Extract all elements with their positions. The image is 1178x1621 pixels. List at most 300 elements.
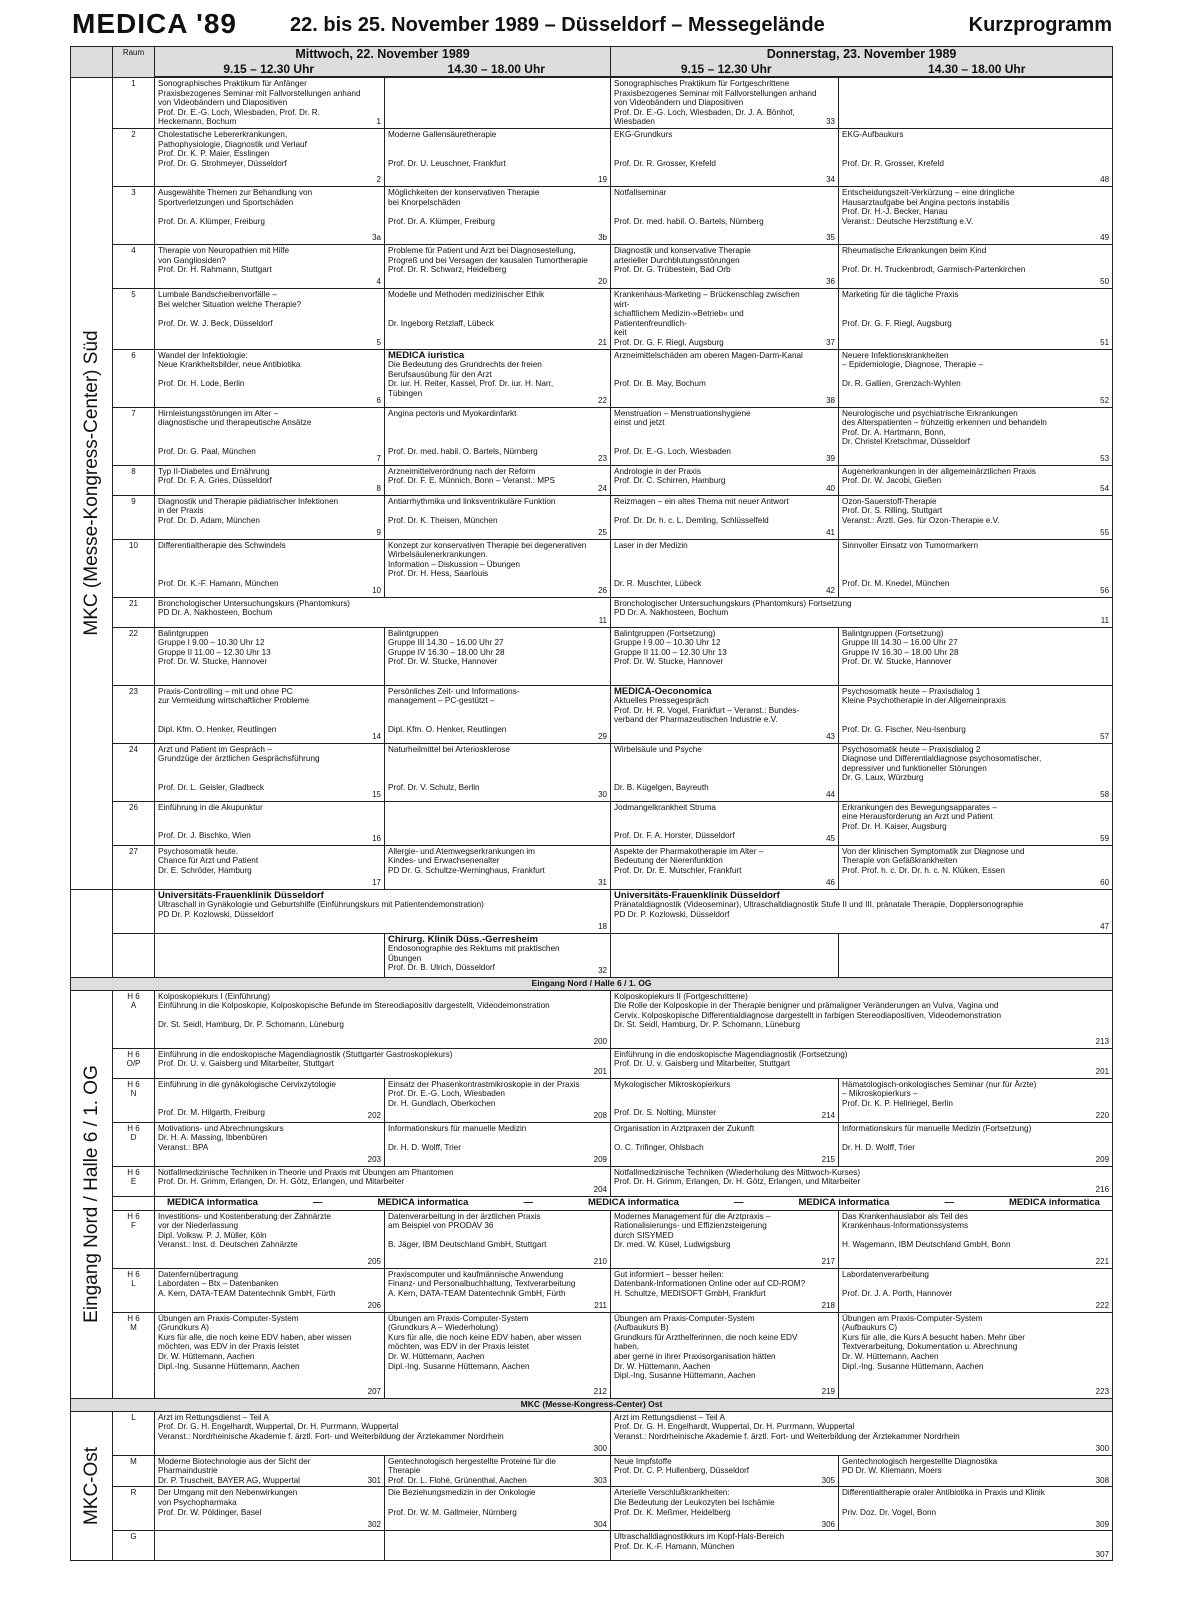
session-cell: [155, 244, 385, 288]
raum-header: Raum: [113, 47, 155, 78]
table-row: [71, 933, 1113, 977]
session-cell: [611, 78, 839, 129]
session-number: 45: [826, 833, 836, 843]
session-text: Arzt und Patient im Gespräch – Grundzüge der ärztlichen Gesprächsführung Prof. Dr. L. Geisler, Gladbeck: [158, 744, 320, 792]
section-spacer: [71, 889, 113, 977]
day-header-row: [71, 47, 1113, 77]
room-cell: H 6 D: [113, 1122, 155, 1166]
session-cell: [839, 1487, 1113, 1531]
room-cell: 2: [113, 128, 155, 186]
session-number: 51: [1100, 337, 1110, 347]
session-cell: [839, 1455, 1113, 1487]
room-cell: 27: [113, 845, 155, 889]
session-text: Probleme für Patient und Arzt bei Diagnosestellung, Progreß und bei Versagen der kausalen Tumortherapie Prof. Dr. R. Schwarz, Heidelberg: [388, 245, 588, 275]
session-text: Notfallseminar Prof. Dr. med. habil. O. Bartels, Nürnberg: [614, 187, 764, 226]
session-number: 20: [598, 277, 608, 287]
session-number: 30: [598, 789, 608, 799]
session-heading: Universitäts-Frauenklinik Düsseldorf: [158, 889, 324, 901]
session-text: Modernes Management für die Arztpraxis – Rationalisierungs- und Effizienzsteigerung durch SISYMED Dr. med. W. Küsel, Ludwigsburg: [614, 1211, 771, 1250]
session-text: Cholestatische Lebererkrankungen, Pathophysiologie, Diagnostik und Verlauf Prof. Dr. K. P. Maier, Esslingen Prof. Dr. G. Strohmeyer, Düsseldorf: [158, 129, 307, 168]
session-cell: [839, 1078, 1113, 1122]
section-label-text: MKC-Ost: [80, 1446, 102, 1525]
session-number: 309: [1095, 1519, 1110, 1529]
session-text: Allergie- und Atemwegserkrankungen im Kindes- und Erwachsenenalter PD Dr. G. Schultze-Werninghaus, Frankfurt: [388, 846, 545, 875]
table-row: [71, 1312, 1113, 1398]
session-text: Aktuelles Pressegespräch Prof. Dr. H. R. Vogel, Frankfurt – Veranst.: Bundes- verband der Pharmazeutischen Industrie e.V.: [614, 696, 800, 725]
session-cell: [385, 1210, 611, 1268]
session-text: Endosonographie des Rektums mit praktischen Übungen Prof. Dr. B. Ulrich, Düsseldorf: [388, 944, 560, 973]
table-row: [71, 627, 1113, 685]
session-number: 48: [1100, 175, 1110, 185]
session-number: 25: [598, 527, 608, 537]
session-text: Kolposkopiekurs I (Einführung) Einführung in die Kolposkopie, Kolposkopische Befunde im Stereodiapositiv dargestellt, Videodemonstration Dr. St. Seidl, Hamburg, Dr. P. Schomann, Lüneburg: [158, 991, 550, 1030]
session-cell: [839, 495, 1113, 539]
session-cell: [611, 128, 839, 186]
session-text: Übungen am Praxis-Computer-System (Grundkurs A – Wiederholung) Kurs für alle, die noch keine EDV haben, aber wissen möchten, was EDV in der Praxis leistet Dr. W. Hüttemann, Aachen Dipl.-Ing. Susanne Hüttemann, Aachen: [388, 1313, 582, 1371]
session-number: 55: [1100, 527, 1110, 537]
session-cell: [839, 1312, 1113, 1398]
session-text: Übungen am Praxis-Computer-System (Grundkurs A) Kurs für alle, die noch keine EDV haben, aber wissen möchten, was EDV in der Praxis leistet Dr. W. Hüttemann, Aachen Dipl.-Ing. Susanne Hüttemann, Aachen: [158, 1313, 352, 1371]
session-cell: [155, 186, 385, 244]
slot-afternoon-label: 14.30 – 18.00 Uhr: [447, 62, 545, 76]
session-cell: [155, 349, 385, 407]
session-text: Einführung in die gynäkologische Cervixzytologie Prof. Dr. M. Hilgarth, Freiburg: [158, 1079, 336, 1118]
session-cell: [611, 1166, 1113, 1196]
session-number: 1: [376, 117, 381, 127]
informatica-label: MEDICA informatica: [1009, 1196, 1100, 1208]
page-header: [72, 8, 1112, 42]
room-cell: 6: [113, 349, 155, 407]
session-heading: MEDICA iuristica: [388, 349, 465, 361]
table-row: [71, 1196, 1113, 1210]
room-cell: 23: [113, 685, 155, 743]
table-row: [71, 1531, 1113, 1561]
session-cell: [155, 990, 611, 1048]
session-text: Psychosomatik heute. Chance für Arzt und Patient Dr. E. Schröder, Hamburg: [158, 846, 259, 875]
session-cell: [385, 495, 611, 539]
session-cell: [385, 539, 611, 597]
table-row: [71, 801, 1113, 845]
session-heading: MEDICA-Oeconomica: [614, 685, 712, 697]
session-text: Informationskurs für manuelle Medizin (Fortsetzung) Dr. H. D. Wolff, Trier: [842, 1123, 1032, 1152]
session-cell: [839, 743, 1113, 801]
session-number: 3a: [372, 233, 381, 243]
section-label: [71, 990, 113, 1398]
session-cell: [839, 349, 1113, 407]
session-text: Augenerkrankungen in der allgemeinärztlichen Praxis Prof. Dr. W. Jacobi, Gießen: [842, 466, 1036, 486]
session-number: 59: [1100, 833, 1110, 843]
session-cell: [839, 288, 1113, 349]
session-text: Neue Impfstoffe Prof. Dr. C. P. Hullenberg, Düsseldorf: [614, 1456, 750, 1476]
table-row: [71, 349, 1113, 407]
table-row: [71, 1268, 1113, 1312]
room-cell: R: [113, 1487, 155, 1531]
informatica-label: MEDICA informatica: [588, 1196, 679, 1208]
room-cell: 1: [113, 78, 155, 129]
session-text: Menstruation – Menstruationshygiene einst und jetzt Prof. Dr. E.-G. Loch, Wiesbaden: [614, 408, 751, 456]
slot-morning-label: 9.15 – 12.30 Uhr: [680, 62, 772, 76]
session-number: 7: [376, 453, 381, 463]
session-text: Von der klinischen Symptomatik zur Diagnose und Therapie von Gefäßkrankheiten Prof. Prof. h. c. Dr. Dr. h. c. N. Klüken, Essen: [842, 846, 1025, 875]
room-cell: 9: [113, 495, 155, 539]
session-number: 209: [593, 1154, 608, 1164]
session-number: 29: [598, 731, 608, 741]
session-text: Gentechnologisch hergestellte Proteine für die Therapie Prof. Dr. L. Flohé, Grünenthal, Aachen: [388, 1456, 556, 1485]
session-number: 14: [372, 731, 381, 741]
session-cell: [155, 627, 385, 685]
session-text: Ausgewählte Themen zur Behandlung von Sportverletzungen und Sportschäden Prof. Dr. A. Klümper, Freiburg: [158, 187, 313, 226]
session-text: Hirnleistungsstörungen im Alter – diagnostische und therapeutische Ansätze Prof. Dr. G. Paal, München: [158, 408, 312, 456]
session-cell: [155, 539, 385, 597]
room-cell: H 6 F: [113, 1210, 155, 1268]
session-cell: [385, 1312, 611, 1398]
session-number: 205: [367, 1256, 381, 1266]
session-cell: [611, 1487, 839, 1531]
session-number: 50: [1100, 277, 1110, 287]
session-cell: [155, 495, 385, 539]
session-text: Neuere Infektionskrankheiten – Epidemiologie, Diagnose, Therapie – Dr. R. Gallien, Grenzach-Wyhlen: [842, 350, 983, 389]
session-cell: [839, 685, 1113, 743]
session-cell: [155, 1487, 385, 1531]
room-cell: H 6 O/P: [113, 1048, 155, 1078]
session-number: 214: [821, 1110, 836, 1120]
session-text: Einführung in die Akupunktur Prof. Dr. J. Bischko, Wien: [158, 802, 263, 841]
session-number: 201: [593, 1066, 608, 1076]
session-number: 203: [367, 1154, 381, 1164]
session-cell: [385, 465, 611, 495]
session-cell: [611, 1122, 839, 1166]
session-text: EKG-Grundkurs Prof. Dr. R. Grosser, Krefeld: [614, 129, 716, 168]
session-cell: [839, 933, 1113, 977]
session-number: 11: [598, 615, 608, 625]
session-text: Sinnvoller Einsatz von Tumormarkern Prof. Dr. M. Knedel, München: [842, 540, 979, 588]
session-cell: [611, 889, 1113, 933]
session-text: Diagnostik und konservative Therapie arterieller Durchblutungsstörungen Prof. Dr. G. Trübestein, Bad Orb: [614, 245, 751, 275]
room-cell: H 6 N: [113, 1078, 155, 1122]
session-text: Jodmangelkrankheit Struma Prof. Dr. F. A. Horster, Düsseldorf: [614, 802, 735, 841]
table-row: [71, 1455, 1113, 1487]
session-number: 304: [593, 1519, 608, 1529]
session-text: Einführung in die endoskopische Magendiagnostik (Stuttgarter Gastroskopiekurs) Prof. Dr. U. v. Gaisberg und Mitarbeiter, Stuttgart: [158, 1049, 453, 1069]
session-cell: [839, 1122, 1113, 1166]
session-cell: [385, 1531, 611, 1561]
session-text: Differentialtherapie oraler Antibiotika in Praxis und Klinik Priv. Doz. Dr. Vogel, Bonn: [842, 1488, 1045, 1517]
session-cell: [385, 349, 611, 407]
session-number: 17: [372, 877, 381, 887]
session-text: Bronchologischer Untersuchungskurs (Phantomkurs) Fortsetzung PD Dr. A. Nakhosteen, Bochum: [614, 598, 852, 618]
session-text: Organisation in Arztpraxen der Zukunft O. C. Trifinger, Ohlsbach: [614, 1123, 755, 1152]
session-text: Praxis-Controlling – mit und ohne PC zur Vermeidung wirtschaftlicher Probleme Dipl. Kfm. O. Henker, Reutlingen: [158, 686, 310, 734]
section-label: [71, 1411, 113, 1561]
table-row: [71, 407, 1113, 465]
session-cell: [385, 627, 611, 685]
session-number: 2: [376, 175, 381, 185]
session-number: 32: [598, 965, 608, 975]
section-label: [71, 78, 113, 890]
session-number: 34: [826, 175, 836, 185]
session-text: Gut informiert – besser heilen: Datenbank-Informationen Online oder auf CD-ROM? H. Schultze, MEDISOFT GmbH, Frankfurt: [614, 1269, 806, 1298]
session-cell: [611, 685, 839, 743]
room-cell: H 6 M: [113, 1312, 155, 1398]
session-number: 206: [367, 1300, 381, 1310]
session-cell: [155, 845, 385, 889]
session-number: 209: [1095, 1154, 1110, 1164]
session-number: 53: [1100, 453, 1110, 463]
session-cell: [611, 465, 839, 495]
session-number: 216: [1095, 1184, 1110, 1194]
session-number: 220: [1095, 1110, 1110, 1120]
room-cell: L: [113, 1411, 155, 1455]
session-text: Moderne Gallensäuretherapie Prof. Dr. U. Leuschner, Frankfurt: [388, 129, 506, 168]
session-text: Hämatologisch-onkologisches Seminar (nur für Ärzte) – Mikroskopierkurs – Prof. Dr. K. P. Hellriegel, Berlin: [842, 1079, 1037, 1108]
session-cell: [611, 288, 839, 349]
room-cell: 10: [113, 539, 155, 597]
session-text: Bronchologischer Untersuchungskurs (Phantomkurs) PD Dr. A. Nakhosteen, Bochum: [158, 598, 351, 618]
session-cell: [155, 1122, 385, 1166]
table-row: [71, 597, 1113, 627]
session-cell: [611, 1048, 1113, 1078]
session-number: 60: [1100, 877, 1110, 887]
room-cell: H 6 A: [113, 990, 155, 1048]
session-number: 22: [598, 395, 608, 405]
session-cell: [611, 990, 1113, 1048]
session-text: Ozon-Sauerstoff-Therapie Prof. Dr. S. Rilling, Stuttgart Veranst.: Ärztl. Ges. für Ozon-Therapie e.V.: [842, 496, 1000, 525]
table-row: [71, 186, 1113, 244]
session-cell: [611, 627, 839, 685]
section-bar: [71, 977, 1113, 990]
table-row: [71, 743, 1113, 801]
session-text: Laser in der Medizin Dr. R. Muschter, Lübeck: [614, 540, 702, 588]
table-row: [71, 1122, 1113, 1166]
session-number: 57: [1100, 731, 1110, 741]
section-label-text: Eingang Nord / Halle 6 / 1. OG: [80, 1065, 102, 1323]
table-row: [71, 288, 1113, 349]
session-number: 16: [372, 833, 381, 843]
session-heading: Universitäts-Frauenklinik Düsseldorf: [614, 889, 780, 901]
session-text: Moderne Biotechnologie aus der Sicht der Pharmaindustrie Dr. P. Truscheit, BAYER AG, Wuppertal: [158, 1456, 311, 1485]
table-row: [71, 990, 1113, 1048]
session-text: Marketing für die tägliche Praxis Prof. Dr. G. F. Riegl, Augsburg: [842, 289, 959, 328]
session-cell: [385, 186, 611, 244]
session-number: 305: [821, 1475, 836, 1485]
session-text: Sonographisches Praktikum für Fortgeschrittene Praxisbezogenes Seminar mit Fallvorstellungen anhand von Videobändern und Diapositiven Prof. Dr. E.-G. Loch, Wiesbaden, Dr. J. A. Bönhof, Wiesbaden: [614, 79, 817, 127]
session-cell: [839, 845, 1113, 889]
informatica-label: —: [944, 1196, 954, 1208]
schedule: [70, 46, 1112, 1561]
session-text: Datenfernübertragung Labordaten – Btx – Datenbanken A. Kern, DATA-TEAM Datentechnik GmbH, Fürth: [158, 1269, 336, 1298]
session-number: 221: [1095, 1256, 1110, 1266]
session-number: 204: [593, 1184, 608, 1194]
room-cell: 7: [113, 407, 155, 465]
session-text: Lumbale Bandscheibenvorfälle – Bei welcher Situation welche Therapie? Prof. Dr. W. J. Beck, Düsseldorf: [158, 289, 302, 328]
session-text: Psychosomatik heute – Praxisdialog 2 Diagnose und Differentialdiagnose psychosomatischer, depressiver und funktioneller Störungen Dr. G. Laux, Würzburg: [842, 744, 1042, 783]
session-text: Notfallmedizinische Techniken in Theorie und Praxis mit Übungen am Phantomen Prof. Dr. H. Grimm, Erlangen, Dr. H. Götz, Erlangen, und Mitarbeiter: [158, 1167, 454, 1187]
session-cell: [155, 801, 385, 845]
session-cell: [611, 244, 839, 288]
session-text: Modelle und Methoden medizinischer Ethik Dr. Ingeborg Retzlaff, Lübeck: [388, 289, 545, 328]
session-number: 15: [372, 789, 381, 799]
session-cell: [611, 1268, 839, 1312]
session-cell: [155, 933, 385, 977]
session-number: 41: [826, 527, 836, 537]
session-cell: [155, 288, 385, 349]
session-number: 217: [821, 1256, 836, 1266]
session-number: 11: [1100, 615, 1110, 625]
informatica-label: MEDICA informatica: [798, 1196, 890, 1208]
session-cell: [385, 933, 611, 977]
session-cell: [155, 743, 385, 801]
session-text: Kolposkopiekurs II (Fortgeschrittene) Die Rolle der Kolposkopie in der Therapie benigner und prämaligner Veränderungen an Vulva, Vagina und Cervix. Kolposkopische Differentialdiagnose dargestellt in farbigen Stereodiapositiven, Videodemonstration Dr. St. Seidl, Hamburg, Dr. P. Schomann, Lüneburg: [614, 991, 1002, 1030]
session-text: Motivations- und Abrechnungskurs Dr. H. A. Massing, Ibbenbüren Veranst.: BPA: [158, 1123, 284, 1152]
session-number: 3b: [598, 233, 608, 243]
session-text: Naturheilmittel bei Arteriosklerose Prof. Dr. V. Schulz, Berlin: [388, 744, 510, 792]
session-heading: Chirurg. Klinik Düss.-Gerresheim: [388, 933, 538, 945]
session-cell: [385, 743, 611, 801]
slot-morning-label: 9.15 – 12.30 Uhr: [223, 62, 315, 76]
session-text: Typ II-Diabetes und Ernährung Prof. Dr. F. A. Gries, Düsseldorf: [158, 466, 272, 486]
table-row: [71, 465, 1113, 495]
session-text: Informationskurs für manuelle Medizin Dr. H. D. Wolff, Trier: [388, 1123, 527, 1152]
session-number: 215: [821, 1154, 836, 1164]
session-cell: [611, 1312, 839, 1398]
session-text: Investitions- und Kostenberatung der Zahnärzte vor der Niederlassung Dipl. Volksw. P. J. Müller, Köln Veranst.: Inst. d. Deutschen Zahnärzte: [158, 1211, 331, 1250]
session-text: Persönliches Zeit- und Informations- management – PC-gestützt – Dipl. Kfm. O. Henker, Reutlingen: [388, 686, 520, 734]
room-cell: H 6 L: [113, 1268, 155, 1312]
table-row: [71, 1048, 1113, 1078]
session-number: 44: [826, 789, 836, 799]
room-cell: 4: [113, 244, 155, 288]
session-number: 49: [1100, 233, 1110, 243]
session-text: Möglichkeiten der konservativen Therapie bei Knorpelschäden Prof. Dr. A. Klümper, Freiburg: [388, 187, 540, 226]
informatica-label: —: [523, 1196, 533, 1208]
session-text: Der Umgang mit den Nebenwirkungen von Psychopharmaka Prof. Dr. W. Pöldinger, Basel: [158, 1488, 298, 1517]
session-number: 26: [598, 585, 608, 595]
room-cell: 5: [113, 288, 155, 349]
day-thursday-label: Donnerstag, 23. November 1989: [766, 47, 957, 61]
session-cell: [155, 1411, 611, 1455]
session-text: Aspekte der Pharmakotherapie im Alter – Bedeutung der Nierenfunktion Prof. Dr. Dr. E. Mutschler, Frankfurt: [614, 846, 764, 875]
session-cell: [155, 1455, 385, 1487]
session-number: 301: [367, 1475, 381, 1485]
session-number: 222: [1095, 1300, 1110, 1310]
room-cell: [113, 889, 155, 933]
session-number: 300: [593, 1443, 608, 1453]
session-text: Die Beziehungsmedizin in der Onkologie Prof. Dr. W. M. Gallmeier, Nürnberg: [388, 1488, 536, 1517]
session-number: 40: [826, 483, 836, 493]
session-cell: [611, 186, 839, 244]
session-cell: [839, 1210, 1113, 1268]
session-text: Balintgruppen (Fortsetzung) Gruppe III 14.30 – 16.00 Uhr 27 Gruppe IV 16.30 – 18.00 Uhr 28 Prof. Dr. W. Stucke, Hannover: [842, 628, 959, 667]
room-cell: M: [113, 1455, 155, 1487]
session-cell: [385, 801, 611, 845]
session-number: 308: [1095, 1475, 1110, 1485]
section-label-text: MKC (Messe-Kongress-Center) Süd: [80, 330, 102, 636]
session-number: 43: [826, 731, 836, 741]
session-number: 31: [598, 877, 608, 887]
session-number: 306: [821, 1519, 836, 1529]
session-text: Praxiscomputer und kaufmännische Anwendung Finanz- und Personalbuchhaltung, Textverarbeitung A. Kern, DATA-TEAM Datentechnik GmbH, Fürth: [388, 1269, 576, 1298]
session-text: Wirbelsäule und Psyche Dr. B. Kügelgen, Bayreuth: [614, 744, 709, 792]
informatica-label: —: [312, 1196, 323, 1208]
session-cell: [155, 1078, 385, 1122]
session-cell: [385, 78, 611, 129]
slot-afternoon-label: 14.30 – 18.00 Uhr: [928, 62, 1026, 76]
session-text: Andrologie in der Praxis Prof. Dr. C. Schirren, Hamburg: [614, 466, 726, 486]
informatica-label: MEDICA informatica: [377, 1196, 469, 1208]
session-number: 307: [1095, 1549, 1110, 1559]
room-cell: 21: [113, 597, 155, 627]
session-cell: [155, 407, 385, 465]
session-number: 210: [593, 1256, 608, 1266]
session-cell: [155, 1048, 611, 1078]
session-cell: [385, 845, 611, 889]
session-number: 303: [593, 1475, 608, 1485]
session-text: Arzneimittelverordnung nach der Reform Prof. Dr. F. E. Münnich, Bonn – Veranst.: MPS: [388, 466, 556, 486]
session-number: 54: [1100, 483, 1110, 493]
session-text: Ultraschalldiagnostikkurs im Kopf-Hals-Bereich Prof. Dr. K.-F. Hamann, München: [614, 1532, 785, 1551]
room-cell: 8: [113, 465, 155, 495]
session-text: Konzept zur konservativen Therapie bei degenerativen Wirbelsäulenerkrankungen. Information – Diskussion – Übungen Prof. Dr. H. Hess, Saarlouis: [388, 540, 587, 579]
table-row: [71, 1487, 1113, 1531]
table-row: [71, 128, 1113, 186]
session-cell: [385, 1455, 611, 1487]
session-cell: [385, 1078, 611, 1122]
session-number: 38: [826, 395, 836, 405]
session-cell: [611, 407, 839, 465]
session-text: Datenverarbeitung in der ärztlichen Praxis am Beispiel von PRODAV 36 B. Jäger, IBM Deutschland GmbH, Stuttgart: [388, 1211, 547, 1250]
session-cell: [155, 889, 611, 933]
session-number: 18: [598, 921, 608, 931]
session-text: Ultraschall in Gynäkologie und Geburtshilfe (Einführungskurs mit Patientendemonstration) PD Dr. P. Kozlowski, Düsseldorf: [158, 900, 484, 919]
session-cell: [611, 801, 839, 845]
session-cell: [385, 1487, 611, 1531]
session-cell: [611, 539, 839, 597]
session-number: 35: [826, 233, 836, 243]
session-number: 37: [826, 337, 836, 347]
schedule-table: [70, 46, 1113, 1561]
section-bar-label: Eingang Nord / Halle 6 / 1. OG: [71, 977, 1113, 990]
session-text: Einführung in die endoskopische Magendiagnostik (Fortsetzung) Prof. Dr. U. v. Gaisberg und Mitarbeiter, Stuttgart: [614, 1049, 848, 1069]
table-row: [71, 1166, 1113, 1196]
session-cell: [611, 1210, 839, 1268]
session-number: 219: [821, 1386, 836, 1396]
session-cell: [385, 128, 611, 186]
session-cell: [385, 244, 611, 288]
session-text: Krankenhaus-Marketing – Brückenschlag zwischen wirt- schaftlichem Medizin-»Betrieb« und Patientenfreundlich- keit Prof. Dr. G. F. Riegl, Augsburg: [614, 289, 800, 347]
session-number: 202: [367, 1110, 381, 1120]
session-number: 56: [1100, 585, 1110, 595]
session-number: 213: [1095, 1036, 1110, 1046]
table-row: [71, 1078, 1113, 1122]
table-row: [71, 244, 1113, 288]
session-number: 212: [593, 1386, 608, 1396]
program-label: Kurzprogramm: [968, 14, 1112, 36]
section-bar: [71, 1398, 1113, 1411]
day-wednesday-label: Mittwoch, 22. November 1989: [295, 47, 470, 61]
session-number: 208: [593, 1110, 608, 1120]
session-cell: [839, 1268, 1113, 1312]
session-text: Balintgruppen Gruppe I 9.00 – 10.30 Uhr 12 Gruppe II 11.00 – 12.30 Uhr 13 Prof. Dr. W. Stucke, Hannover: [158, 628, 271, 667]
session-number: 47: [1100, 921, 1110, 931]
session-number: 42: [826, 585, 836, 595]
session-cell: [155, 128, 385, 186]
room-cell: [113, 1196, 155, 1210]
session-cell: [155, 1531, 385, 1561]
session-text: Arzt im Rettungsdienst – Teil A Prof. Dr. G. H. Engelhardt, Wuppertal, Dr. H. Purrmann, Wuppertal Veranst.: Nordrheinische Akademie f. ärztl. Fort- und Weiterbildung der Ärztekammer Nordrhein: [614, 1412, 960, 1441]
section-bar-label: MKC (Messe-Kongress-Center) Ost: [71, 1398, 1113, 1411]
room-cell: G: [113, 1531, 155, 1561]
session-text: Mykologischer Mikroskopierkurs Prof. Dr. S. Nolting, Münster: [614, 1079, 731, 1118]
